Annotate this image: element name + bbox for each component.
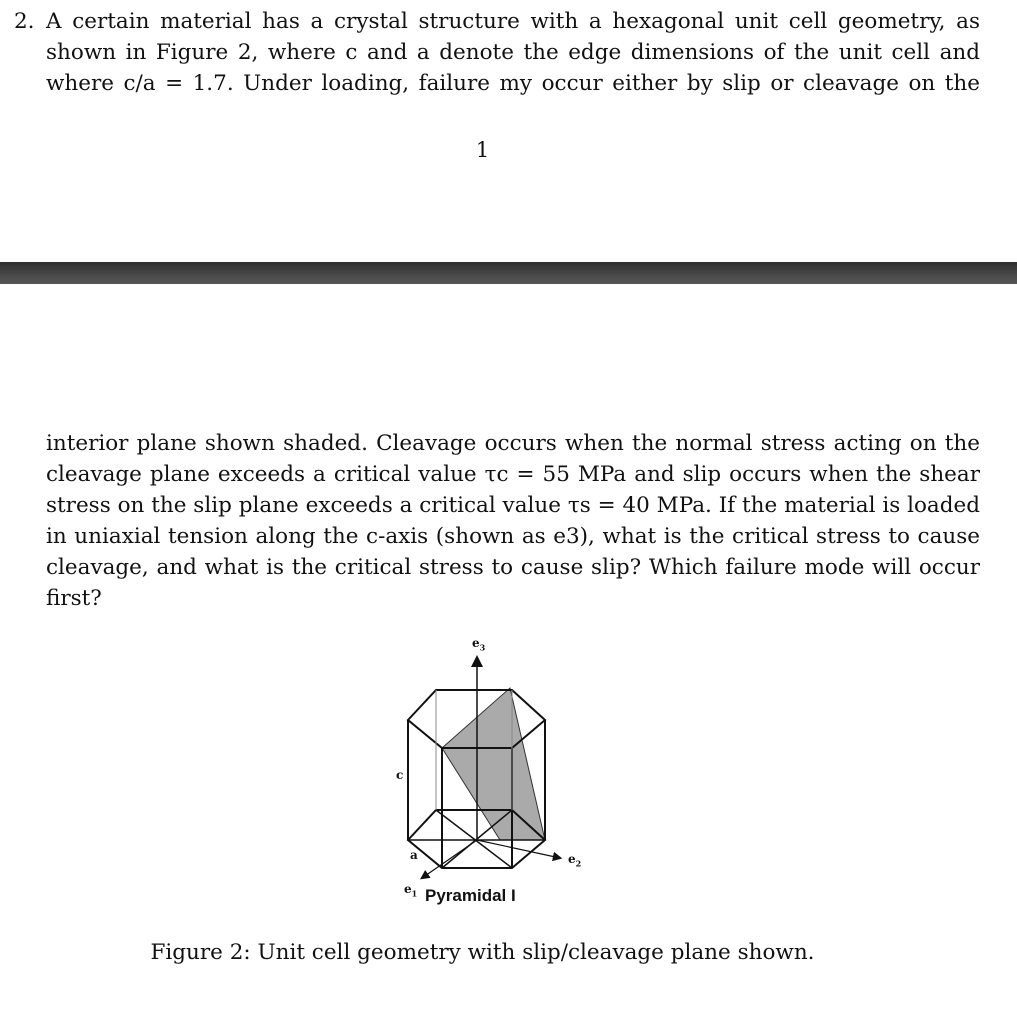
- text-line: shown in Figure 2, where c and a denote the edge dimensions of the unit cell and: [46, 40, 980, 65]
- axis-e2-label: $e_2$: [568, 852, 582, 869]
- question-text-bottom: [46, 428, 980, 614]
- text-line: interior plane shown shaded. Cleavage occurs when the normal stress acting on the: [46, 431, 980, 456]
- question-number: 2.: [14, 9, 35, 34]
- text-line: in uniaxial tension along the c-axis (shown as e3), what is the critical stress to cause: [46, 524, 980, 549]
- axis-e1-label: $e_1$: [404, 882, 418, 899]
- text-line: where c/a = 1.7. Under loading, failure my occur either by slip or cleavage on the: [46, 71, 980, 96]
- text-line: cleavage, and what is the critical stress to cause slip? Which failure mode will occur: [46, 555, 980, 580]
- page-top: [0, 0, 1017, 262]
- hexagonal-cell-diagram: [380, 630, 620, 920]
- a-dimension-label: a: [410, 848, 418, 862]
- figure-caption: Figure 2: Unit cell geometry with slip/cleavage plane shown.: [150, 940, 815, 965]
- plane-name-label: Pyramidal I: [425, 886, 516, 905]
- question-text-top: [46, 6, 980, 99]
- text-line: first?: [46, 586, 102, 611]
- axis-e3-label: $e_3$: [472, 636, 486, 653]
- text-line: A certain material has a crystal structure with a hexagonal unit cell geometry, as: [46, 9, 980, 34]
- text-line: cleavage plane exceeds a critical value τc = 55 MPa and slip occurs when the shear: [46, 462, 980, 487]
- unit-cell-figure: [380, 630, 620, 920]
- text-line: stress on the slip plane exceeds a critical value τs = 40 MPa. If the material is loaded: [46, 493, 980, 518]
- page-number: 1: [475, 138, 490, 162]
- c-dimension-label: c: [396, 768, 404, 782]
- page-divider: [0, 262, 1017, 284]
- pyramidal-plane: [442, 688, 545, 840]
